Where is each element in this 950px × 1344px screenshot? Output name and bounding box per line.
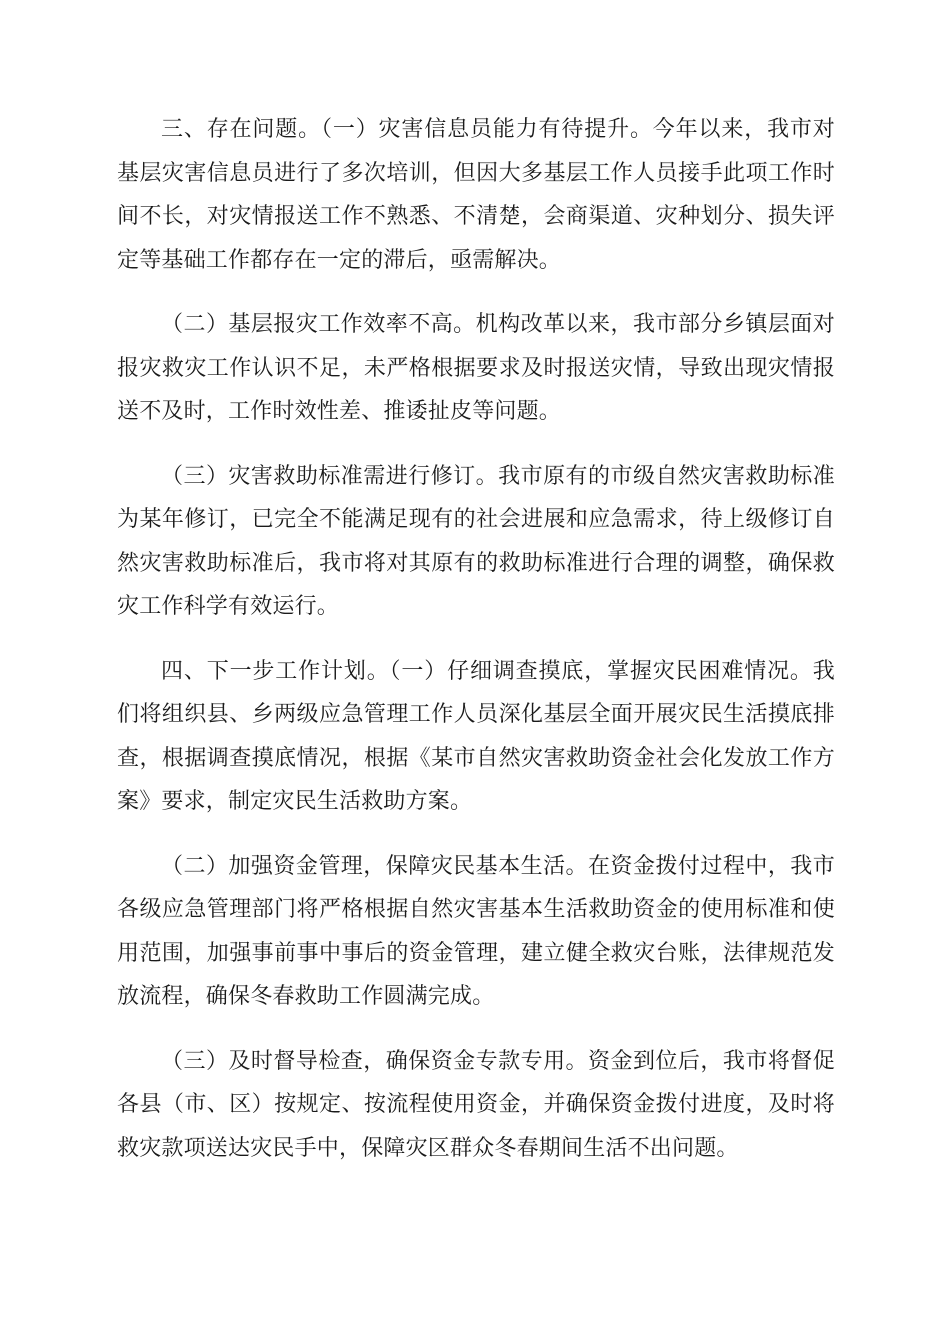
paragraph-problems-1: 三、存在问题。（一）灾害信息员能力有待提升。今年以来，我市对基层灾害信息员进行了多次培训，但因大多基层工作人员接手此项工作时间不长，对灾情报送工作不熟悉、不清楚，会商渠道、灾种划分、损失评定等基础工作都存在一定的滞后，亟需解决。 [117,117,835,273]
paragraph-plan-3: （三）及时督导检查，确保资金专款专用。资金到位后，我市将督促各县（市、区）按规定、按流程使用资金，并确保资金拨付进度，及时将救灾款项送达灾民手中，保障灾区群众冬春期间生活不出问题。 [117,1048,835,1161]
paragraph-plan-2: （二）加强资金管理，保障灾民基本生活。在资金拨付过程中，我市各级应急管理部门将严格根据自然灾害基本生活救助资金的使用标准和使用范围，加强事前事中事后的资金管理，建立健全救灾台账，法律规范发放流程，确保冬春救助工作圆满完成。 [117,853,835,1009]
paragraph-problems-2: （二）基层报灾工作效率不高。机构改革以来，我市部分乡镇层面对报灾救灾工作认识不足，未严格根据要求及时报送灾情，导致出现灾情报送不及时，工作时效性差、推诿扯皮等问题。 [117,312,835,424]
paragraph-plan-1: 四、下一步工作计划。（一）仔细调查摸底，掌握灾民困难情况。我们将组织县、乡两级应急管理工作人员深化基层全面开展灾民生活摸底排查，根据调查摸底情况，根据《某市自然灾害救助资金社会化发放工作方案》要求，制定灾民生活救助方案。 [117,658,835,814]
paragraph-problems-3: （三）灾害救助标准需进行修订。我市原有的市级自然灾害救助标准为某年修订，已完全不能满足现有的社会进展和应急需求，待上级修订自然灾害救助标准后，我市将对其原有的救助标准进行合理的调整，确保救灾工作科学有效运行。 [117,463,835,619]
document-body [117,108,835,1191]
